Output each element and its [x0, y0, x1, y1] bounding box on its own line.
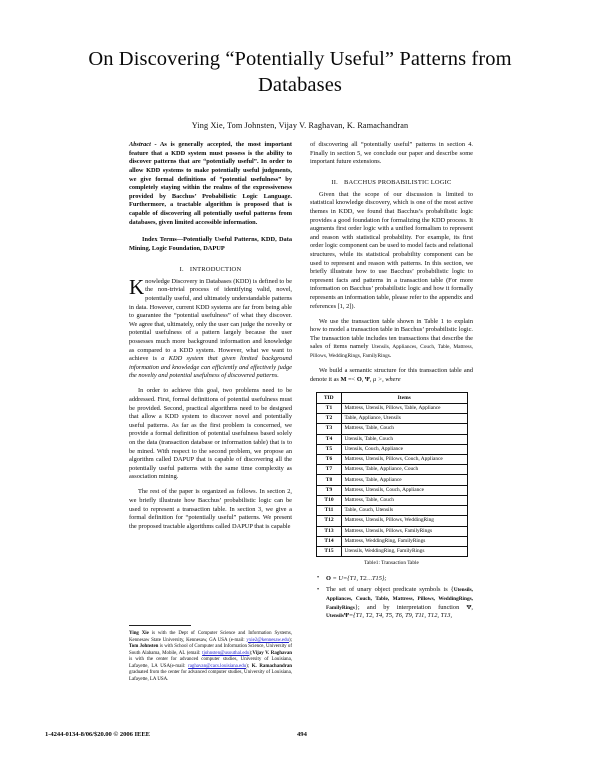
transaction-table-body	[316, 403, 467, 556]
footnote-author-3-affil: is with the center for advanced computer studies, University of Louisiana, Lafayette, LA USA(e-mail:	[129, 657, 292, 669]
left-column	[129, 141, 292, 624]
table-row	[316, 546, 467, 556]
table-caption: Table1: Transaction Table	[364, 559, 419, 566]
table-row	[316, 495, 467, 505]
cell-tid: T11	[316, 506, 342, 516]
transaction-table-wrapper	[310, 392, 473, 557]
section-heading-introduction	[129, 266, 292, 273]
bacchus-p2-end: .	[389, 351, 392, 359]
cell-tid: T1	[316, 403, 342, 413]
bullet-2-comma: ,	[471, 603, 473, 611]
table-row	[316, 403, 467, 413]
bullet-2-extension: ={T1, T2, T4, T5, T6, T9, T11, T12, T13,	[348, 612, 453, 620]
cell-items: Table, Couch, Utensils	[342, 506, 468, 516]
bullet-2-predicate-symbols: Utensils, Appliances, Couch, Table, Mattress, Pillows, WeddingRings, FamilyRings	[326, 587, 473, 611]
two-column-body	[129, 141, 474, 624]
page-number: 494	[297, 731, 307, 738]
symbol-O: O	[326, 574, 331, 582]
cell-tid: T9	[316, 485, 342, 495]
list-item	[326, 586, 473, 621]
symbol-M: M	[340, 375, 347, 383]
section-number: II.	[331, 178, 338, 186]
cell-tid: T10	[316, 495, 342, 505]
copyright-notice: 1-4244-0134-8/06/$20.00 © 2006 IEEE	[45, 731, 151, 738]
intro-p1-text: nowledge Discovery in Databases (KDD) is defined to be the non-trivial process of identifying valid, novel, potentially useful, and ultimately understandable patterns in data. However, current KDD systems are far from being able to guarantee the “potential usefulness” of what they discover. We agree that, ultimately, only the user can judge the novelty or potential usefulness of a pattern largely because the user possesses much more background information and knowledge as compared to a KDD system. However, what we want to achieve is	[129, 277, 292, 363]
cell-tid: T5	[316, 444, 342, 454]
symbol-O: O	[356, 375, 362, 383]
footnote-email-2[interactable]: tjohnsten@usouthal.edu	[202, 650, 250, 656]
table-row	[316, 485, 467, 495]
footnote-author-1: Ying Xie	[129, 631, 149, 636]
cell-tid: T2	[316, 414, 342, 424]
section-heading-bacchus	[310, 179, 473, 186]
bullet-1-text: = U={T1, T2…T15};	[330, 574, 387, 582]
cell-items: Mattress, Utensils, Pillows, Table, Appliance	[342, 403, 468, 413]
footnote-author-4-affil: graduated from the center for advanced computer studies, University of Louisiana, Lafayette, LA USA.	[129, 670, 292, 682]
cell-tid: T13	[316, 526, 342, 536]
cell-tid: T4	[316, 434, 342, 444]
intro-paragraph-3-continued: of discovering all “potentially useful” patterns in section 4. Finally in section 5, we conclude our paper and describe some important future extensions.	[310, 141, 473, 166]
author-footnote	[129, 631, 292, 683]
bullet-2-lead: The set of unary object predicate symbols is {	[326, 586, 454, 594]
section-name: INTRODUCTION	[189, 265, 242, 273]
cell-items: Mattress, WeddingRing, FamilyRings	[342, 536, 468, 546]
predicate-utensils: Utensils	[326, 613, 344, 620]
footnote-sep-2: );	[249, 650, 253, 656]
cell-items: Mattress, Utensils, Pillows, FamilyRings	[342, 526, 468, 536]
footnote-email-1[interactable]: yxie2@kennesaw.edu	[246, 637, 289, 643]
footnote-author-2: Tom Johnsten	[129, 644, 159, 650]
intro-paragraph-2: In order to achieve this goal, two problems need to be addressed. First, formal definitions of potential usefulness must be provided. Second, practical algorithms need to be designed that allow a KDD system to discover novel and potentially useful patterns. As far as the first problem is concerned, we provide a formal definition of potential usefulness based solely on the data (transaction database or information table) that is to be mined. With respect to the second problem, we propose an algorithm called DAPUP that is capable of discovering all the potentially useful patterns with the same time complexity as association mining.	[129, 387, 292, 481]
cell-tid: T12	[316, 516, 342, 526]
footnote-sep-3: );	[246, 663, 252, 669]
index-terms: Index Terms—Potentially Useful Patterns, KDD, Data Mining, Logic Foundation, DAPUP	[129, 236, 292, 252]
bacchus-p2-lead: We use the transaction table shown in Table 1 to explain how to model a transaction table in Bacchus’ probabilistic logic. The transaction table includes ten transactions that describe the sales of items namely	[310, 317, 474, 351]
intro-paragraph-1	[129, 274, 292, 381]
footnote-author-3: Vijay V. Raghavan	[252, 650, 292, 656]
cell-items: Mattress, Table, Couch	[342, 424, 468, 434]
intro-p1-italic: a KDD system that given limited background information and knowledge can efficiently and effectively judge the novelty and potential usefulness of discovered patterns.	[129, 355, 292, 380]
table-row	[316, 475, 467, 485]
cell-items: Mattress, Table, Appliance	[342, 475, 468, 485]
symbol-psi: Ψ	[364, 375, 370, 383]
right-column	[310, 141, 473, 624]
table-row	[316, 454, 467, 464]
cell-items: Mattress, Table, Appliance, Couch	[342, 465, 468, 475]
cell-tid: T6	[316, 454, 342, 464]
bacchus-p3-end: , μ >, where	[369, 375, 401, 383]
table-row	[316, 444, 467, 454]
cell-tid: T3	[316, 424, 342, 434]
cell-items: Utensils, Table, Couch	[342, 434, 468, 444]
table-row	[316, 434, 467, 444]
cell-items: Table, Appliance, Utensils	[342, 414, 468, 424]
column-header-items: Items	[342, 393, 468, 404]
semantic-structure-list	[310, 575, 473, 621]
bacchus-p2-item-names: Utensils, Appliances, Couch, Table, Mattress, Pillows, WeddingRings, FamilyRings	[310, 344, 473, 359]
list-item	[326, 575, 473, 584]
footnote-author-4: K. Ramachandran	[251, 663, 292, 669]
page-title: On Discovering “Potentially Useful” Patterns from Databases	[88, 48, 512, 97]
table-row	[316, 424, 467, 434]
cell-items: Mattress, Utensils, Pillows, WeddingRing	[342, 516, 468, 526]
bacchus-p3-comma: ,	[361, 375, 365, 383]
abstract-block	[129, 141, 292, 227]
section-number: I.	[179, 265, 184, 273]
cell-items: Mattress, Utensils, Pillows, Couch, Appliance	[342, 454, 468, 464]
cell-items: Mattress, Table, Couch	[342, 495, 468, 505]
drop-cap: K	[129, 274, 145, 299]
table-row	[316, 536, 467, 546]
footnote-author-2-affil: is with School of Computer and Information Science, University of South Alabama, Mobile, AL (email:	[129, 644, 292, 656]
cell-tid: T7	[316, 465, 342, 475]
cell-items: Utensils, Couch, Appliance	[342, 444, 468, 454]
cell-tid: T8	[316, 475, 342, 485]
author-list: Ying Xie, Tom Johnsten, Vijay V. Raghavan, K. Ramachandran	[191, 121, 409, 131]
bacchus-paragraph-1: Given that the scope of our discussion is limited to statistical knowledge discovery, which is one of the most active themes in KDD, we found that Bacchus’s probabilistic logic provides a good foundation for formalizing the KDD process. It augments first order logic with a unified formalism to represent and reason with statistical probability. For example, its first order logic component can be used to model facts and relational structures, while its statistical probability component can be used to represent and reason with patterns. In this section, we briefly illustrate how to use Bacchus’ probabilistic logic to represent facts and patterns in a transaction table (For more information on Bacchus’ probabilistic logic and how it formally represents an information table, please refer to the appendix and references [1, 2]).	[310, 190, 473, 310]
footnote-author-1-affil: is with the Dept of Computer Science and Information Systems, Kennesaw State University, Kennesaw, GA USA (e-mail:	[129, 631, 292, 643]
table-row	[316, 506, 467, 516]
transaction-table	[316, 392, 468, 557]
table-row	[316, 465, 467, 475]
cell-tid: T14	[316, 536, 342, 546]
abstract-text: As is generally accepted, the most important feature that a KDD system must possess is the ability to discover patterns that are “potentially useful”. In order to allow KDD systems to make potentially useful judgments, we give formal definitions of “potential usefulness” by completely staying within the realms of the expressiveness provided by Bacchus’ Probabilistic Logic Language. Furthermore, a tractable algorithm is proposed that is capable of discovering all potentially useful patterns from databases, given limited accessible information.	[129, 141, 292, 226]
bacchus-paragraph-3	[310, 367, 473, 384]
column-header-tid: TID	[316, 393, 342, 404]
table-row	[316, 516, 467, 526]
footnote-email-3[interactable]: raghavan@cacs.louisiana.edu	[188, 663, 247, 669]
bacchus-paragraph-2	[310, 318, 473, 361]
cell-items: Mattress, Utensils, Couch, Appliance	[342, 485, 468, 495]
symbol-psi: Ψ	[466, 603, 472, 611]
symbol-psi-superscript: Ψ	[343, 612, 349, 620]
footnote-sep-1: );	[289, 637, 292, 643]
cell-items: Utensils, WeddingRing, FamilyRings	[342, 546, 468, 556]
cell-tid: T15	[316, 546, 342, 556]
table-row	[316, 526, 467, 536]
intro-paragraph-3: The rest of the paper is organized as follows. In section 2, we briefly illustrate how Bacchus’ probabilistic logic can be used to represent a transaction table. In section 3, we give a formal definition for “potentially useful” patterns. We present the proposed tractable algorithms called DAPUP that is capable	[129, 488, 292, 530]
footnote-divider	[129, 625, 191, 626]
bacchus-p3-lead: We build a semantic structure for this transaction table and denote it as	[310, 367, 473, 383]
bacchus-p3-mid: =<	[346, 375, 357, 383]
table-header-row	[316, 393, 467, 404]
abstract-label: Abstract -	[129, 141, 157, 148]
bullet-2-mid: }; and by interpretation function	[354, 603, 467, 611]
table-row	[316, 414, 467, 424]
section-name: BACCHUS PROBABILISTIC LOGIC	[343, 178, 452, 186]
